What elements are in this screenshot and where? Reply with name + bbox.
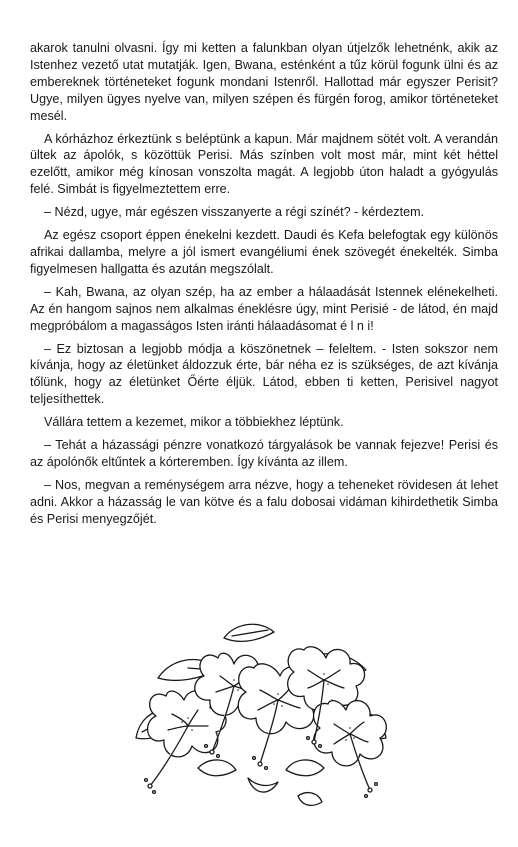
flower-right	[314, 701, 387, 798]
body-text	[30, 40, 498, 534]
paragraph-8: – Tehát a házassági pénzre vonatkozó tárgyalások be vannak fejezve! Perisi és az ápolónők eltűntek a kórteremben. Így kívánta az illem.	[30, 438, 498, 469]
paragraph-6: – Ez biztosan a legjobb módja a köszönetnek – feleltem. - Isten sokszor nem kívánja, hogy az életünket áldozzuk érte, bár néha ez is szükséges, de azt kívánja tőlünk, hogy az életünket Őérte éljük. Látod, ebben ti ketten, Perisivel nagyot teljesíthettek.	[30, 341, 498, 407]
paragraph-3: – Nézd, ugye, már egészen visszanyerte a régi színét? - kérdeztem.	[44, 205, 425, 220]
paragraph-4: Az egész csoport éppen énekelni kezdett. Daudi és Kefa belefogtak egy különös afrikai dallamba, melyre a jól ismert evangéliumi ének szövegét énekelték. Simba figyelmesen hallgatta és azután megszólalt.	[30, 228, 498, 276]
paragraph-9: – Nos, megvan a reménységem arra nézve, hogy a teheneket rövidesen át lehet adni. Akkor a házasság le van kötve és a falu dobosai vidáman kihirdethetik Simba és Perisi menyegzőjét.	[30, 477, 498, 526]
paragraph-1: akarok tanulni olvasni. Így mi ketten a falunkban olyan útjelzők lehetnénk, akik az Istenhez vezető utat mutatják. Igen, Bwana, esténként a tűz körül fogunk ülni és az embereknek történeteket fogunk mondani Istenről. Hallottad már egyszer Perisit? Ugye, milyen ügyes nyelve van, milyen szépen és fürgén forog, amikor történeteket mesél.	[30, 41, 498, 123]
paragraph-2: A kórházhoz érkeztünk s beléptünk a kapun. Már majdnem sötét volt. A verandán ültek az ápolók, s közöttük Perisi. Más színben volt most már, mint két héttel ezelőtt, amikor még kínosan vonszolta magát. A legjobb úton haladt a gyógyulás felé. Simbát is figyelmeztettem erre.	[30, 131, 498, 197]
paragraph-7: Vállára tettem a kezemet, mikor a többiekhez léptünk.	[44, 415, 344, 430]
hibiscus-garland-icon	[128, 618, 392, 814]
paragraph-5: – Kah, Bwana, az olyan szép, ha az ember a hálaadását Istennek elénekelheti. Az én hangom sajnos nem alkalmas éneklésre úgy, mint Perisié - de látod, én majd megpróbálom a magasságos Isten iránti hálaadásomat é l n i!	[30, 284, 498, 333]
